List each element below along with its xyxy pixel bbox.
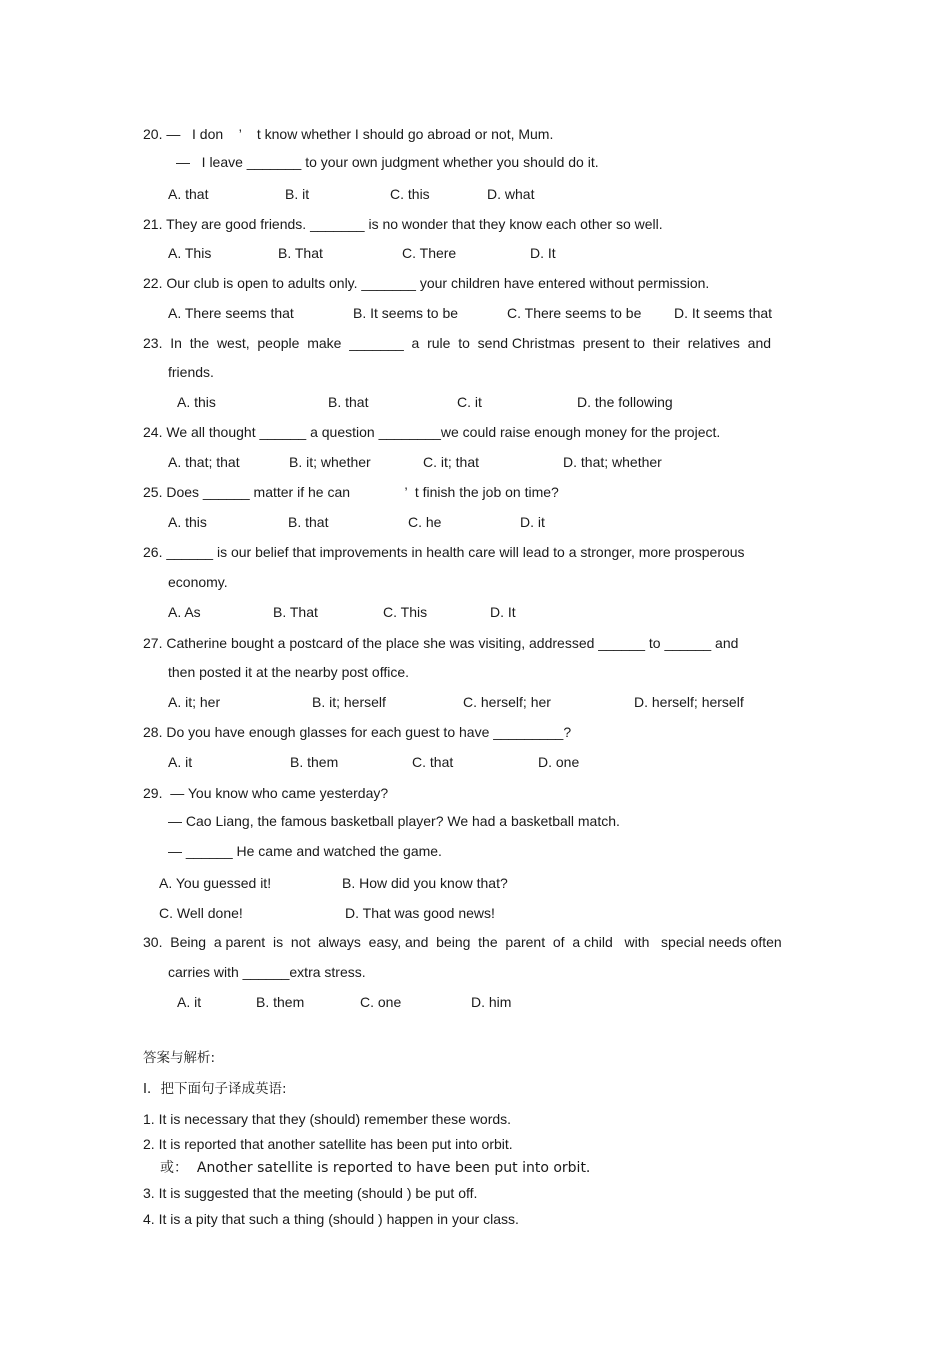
q22-option-a: A. There seems that xyxy=(168,305,294,321)
q22-option-c: C. There seems to be xyxy=(507,305,642,321)
q25-option-b: B. that xyxy=(288,514,329,530)
q28-option-b: B. them xyxy=(290,754,339,770)
q20-option-d: D. what xyxy=(487,186,535,202)
q22-option-b: B. It seems to be xyxy=(353,305,459,321)
q29-option-c: C. Well done! xyxy=(159,905,243,921)
q21-option-b: B. That xyxy=(278,245,323,261)
q30-option-c: C. one xyxy=(360,994,402,1010)
q28-option-d: D. one xyxy=(538,754,580,770)
question-28-line-1: 28. Do you have enough glasses for each guest to have _________? xyxy=(143,724,572,740)
q30-option-d: D. him xyxy=(471,994,512,1010)
q26-option-b: B. That xyxy=(273,604,318,620)
q21-option-a: A. This xyxy=(168,245,212,261)
q26-option-c: C. This xyxy=(383,604,428,620)
question-25-line-1: 25. Does ______ matter if he can ’ t finish the job on time? xyxy=(143,484,559,500)
answer-item-4: 4. It is a pity that such a thing (should ) happen in your class. xyxy=(143,1211,519,1227)
q20-option-c: C. this xyxy=(390,186,430,202)
q29-option-a: A. You guessed it! xyxy=(159,875,272,891)
answers-heading: 答案与解析: xyxy=(143,1050,216,1066)
question-26-line-1: 26. ______ is our belief that improvements in health care will lead to a stronger, more prosperous xyxy=(143,544,745,560)
q29-option-d: D. That was good news! xyxy=(345,905,495,921)
q25-option-a: A. this xyxy=(168,514,207,530)
answer-item-2: 2. It is reported that another satellite has been put into orbit. xyxy=(143,1136,513,1152)
question-24-line-1: 24. We all thought ______ a question ________we could raise enough money for the project. xyxy=(143,424,721,440)
q23-option-a: A. this xyxy=(177,394,216,410)
answer-item-3: 3. It is suggested that the meeting (should ) be put off. xyxy=(143,1185,478,1201)
question-22-line-1: 22. Our club is open to adults only. _______ your children have entered without permission. xyxy=(143,275,710,291)
q25-option-d: D. it xyxy=(520,514,545,530)
q24-option-d: D. that; whether xyxy=(563,454,662,470)
q21-option-c: C. There xyxy=(402,245,457,261)
question-29-line-2: — Cao Liang, the famous basketball player? We had a basketball match. xyxy=(168,813,620,829)
question-30-line-2: carries with ______extra stress. xyxy=(168,964,366,980)
q20-option-b: B. it xyxy=(285,186,310,202)
q29-option-b: B. How did you know that? xyxy=(342,875,508,891)
question-27-line-2: then posted it at the nearby post office. xyxy=(168,664,410,680)
q30-option-b: B. them xyxy=(256,994,305,1010)
q30-option-a: A. it xyxy=(177,994,202,1010)
q26-option-d: D. It xyxy=(490,604,516,620)
q28-option-c: C. that xyxy=(412,754,454,770)
question-26-line-2: economy. xyxy=(168,574,228,590)
question-23-line-2: friends. xyxy=(168,364,214,380)
q22-option-d: D. It seems that xyxy=(674,305,773,321)
q20-option-a: A. that xyxy=(168,186,209,202)
q24-option-a: A. that; that xyxy=(168,454,240,470)
q27-option-d: D. herself; herself xyxy=(634,694,744,710)
question-29-line-3: — ______ He came and watched the game. xyxy=(168,843,442,859)
q24-option-b: B. it; whether xyxy=(289,454,371,470)
q23-option-c: C. it xyxy=(457,394,482,410)
q27-option-b: B. it; herself xyxy=(312,694,386,710)
question-20-line-2: — I leave _______ to your own judgment whether you should do it. xyxy=(176,154,599,170)
q25-option-c: C. he xyxy=(408,514,442,530)
question-23-line-1: 23. In the west, people make _______ a rule to send Christmas present to their relatives and xyxy=(143,335,772,351)
question-29-line-1: 29. — You know who came yesterday? xyxy=(143,785,389,801)
answer-item-2-alt: 或： Another satellite is reported to have been put into orbit. xyxy=(160,1160,591,1176)
answers-section-title: Ⅰ．把下面句子译成英语: xyxy=(143,1081,287,1097)
q27-option-c: C. herself; her xyxy=(463,694,551,710)
question-21-line-1: 21. They are good friends. _______ is no wonder that they know each other so well. xyxy=(143,216,663,232)
answer-item-1: 1. It is necessary that they (should) remember these words. xyxy=(143,1111,512,1127)
question-27-line-1: 27. Catherine bought a postcard of the place she was visiting, addressed ______ to ______ and xyxy=(143,635,739,651)
q23-option-b: B. that xyxy=(328,394,369,410)
q28-option-a: A. it xyxy=(168,754,193,770)
q21-option-d: D. It xyxy=(530,245,556,261)
q23-option-d: D. the following xyxy=(577,394,673,410)
question-20-line-1: 20. — I don ’ t know whether I should go abroad or not, Mum. xyxy=(143,126,554,142)
question-30-line-1: 30. Being a parent is not always easy, and being the parent of a child with special needs often xyxy=(143,934,782,950)
q27-option-a: A. it; her xyxy=(168,694,221,710)
q24-option-c: C. it; that xyxy=(423,454,480,470)
q26-option-a: A. As xyxy=(168,604,201,620)
